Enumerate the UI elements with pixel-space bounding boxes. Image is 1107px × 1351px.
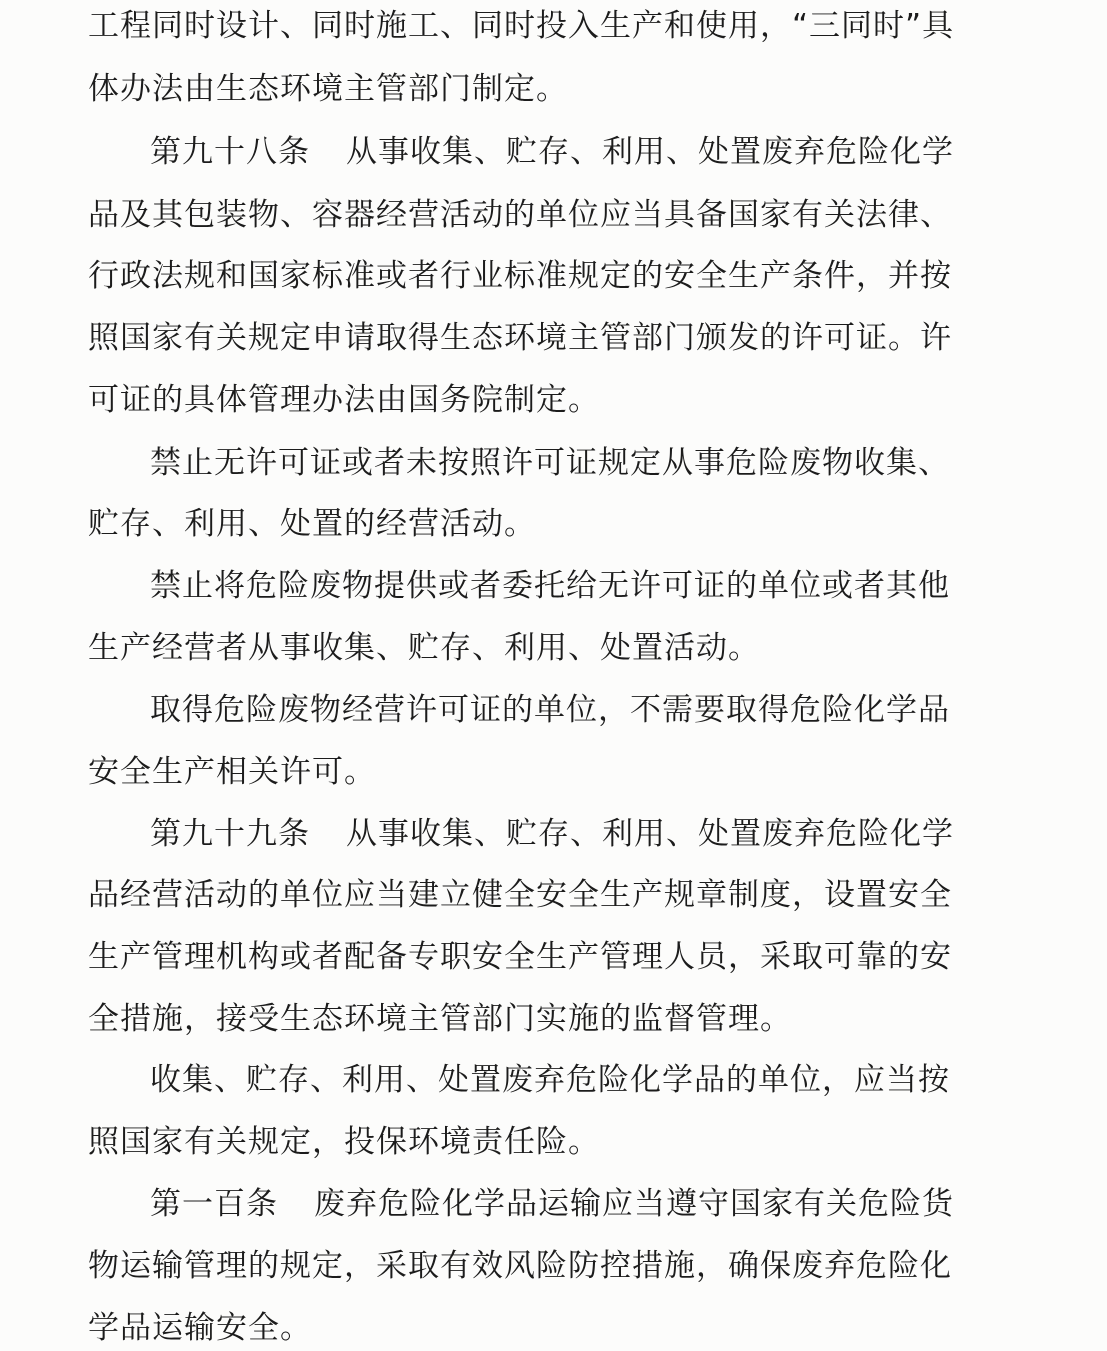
text-line: 贮存、利用、处置的经营活动。 xyxy=(88,506,536,542)
text-line: 可证的具体管理办法由国务院制定。 xyxy=(88,382,600,418)
text-line: 照国家有关规定，投保环境责任险。 xyxy=(88,1124,600,1160)
text-line: 禁止将危险废物提供或者委托给无许可证的单位或者其他 xyxy=(150,568,950,604)
article-number: 第一百条 xyxy=(150,1186,278,1222)
text-line: 安全生产相关许可。 xyxy=(88,754,376,790)
text-line: 从事收集、贮存、利用、处置废弃危险化学 xyxy=(346,816,954,852)
text-line: 全措施，接受生态环境主管部门实施的监督管理。 xyxy=(88,1001,792,1037)
text-line: 从事收集、贮存、利用、处置废弃危险化学 xyxy=(346,134,954,170)
text-line: 收集、贮存、利用、处置废弃危险化学品的单位，应当按 xyxy=(150,1062,950,1098)
text-line: 学品运输安全。 xyxy=(88,1310,312,1346)
text-line: 体办法由生态环境主管部门制定。 xyxy=(88,71,568,107)
article-98-line xyxy=(150,132,954,172)
article-99-line xyxy=(150,814,954,854)
article-100-line xyxy=(150,1184,954,1224)
text-line: 生产管理机构或者配备专职安全生产管理人员，采取可靠的安 xyxy=(88,939,952,975)
article-number: 第九十九条 xyxy=(150,816,310,852)
text-line: 行政法规和国家标准或者行业标准规定的安全生产条件，并按 xyxy=(88,258,952,294)
text-line: 品经营活动的单位应当建立健全安全生产规章制度，设置安全 xyxy=(88,877,952,913)
text-line: 取得危险废物经营许可证的单位，不需要取得危险化学品 xyxy=(150,692,950,728)
text-line: 工程同时设计、同时施工、同时投入生产和使用，“三同时”具 xyxy=(88,8,955,44)
article-number: 第九十八条 xyxy=(150,134,310,170)
text-line: 禁止无许可证或者未按照许可证规定从事危险废物收集、 xyxy=(150,445,950,481)
text-line: 物运输管理的规定，采取有效风险防控措施，确保废弃危险化 xyxy=(88,1248,952,1284)
text-line: 照国家有关规定申请取得生态环境主管部门颁发的许可证。许 xyxy=(88,320,952,356)
text-line: 废弃危险化学品运输应当遵守国家有关危险货 xyxy=(314,1186,954,1222)
text-line: 生产经营者从事收集、贮存、利用、处置活动。 xyxy=(88,630,760,666)
text-line: 品及其包装物、容器经营活动的单位应当具备国家有关法律、 xyxy=(88,197,952,233)
